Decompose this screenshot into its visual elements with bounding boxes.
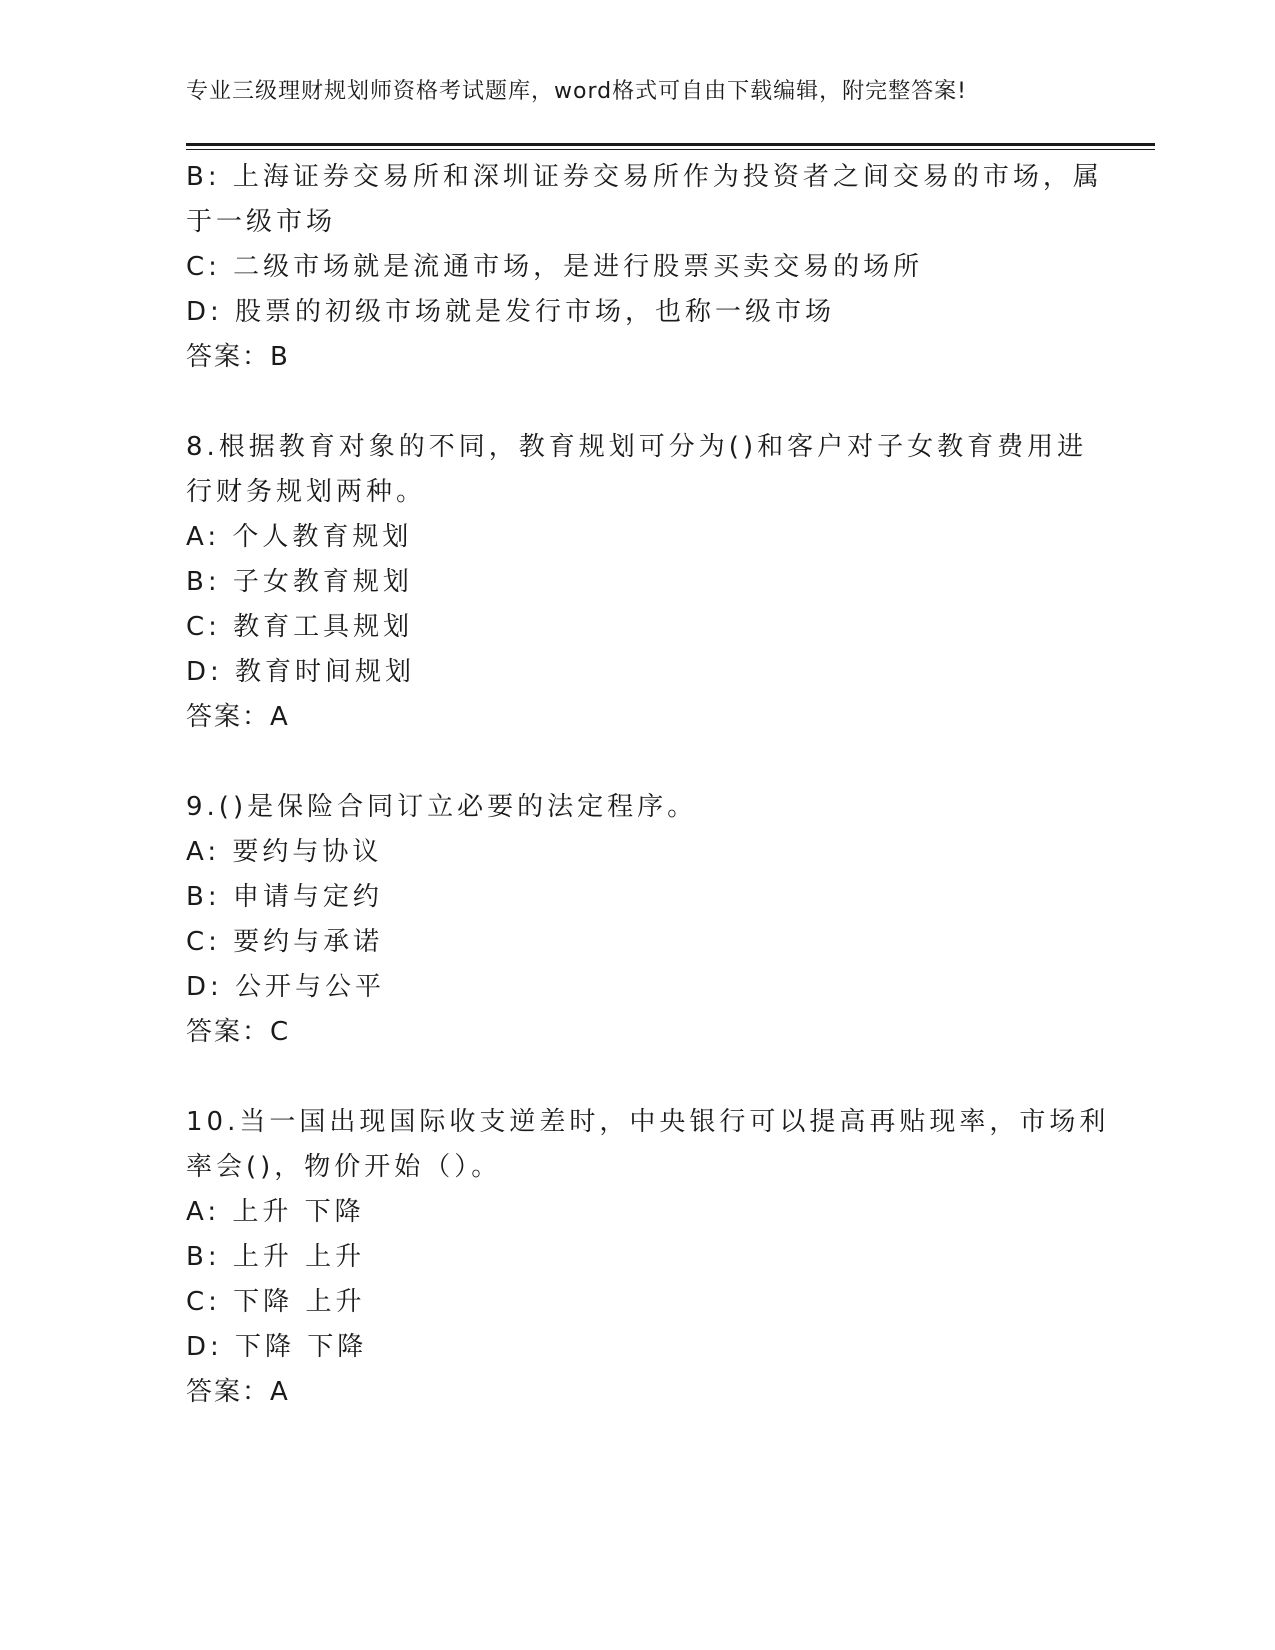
option-c: C: 下降 上升 — [186, 1287, 366, 1317]
page-header: 专业三级理财规划师资格考试题库，word格式可自由下载编辑，附完整答案! — [186, 79, 967, 104]
option-a: A: 上升 下降 — [186, 1197, 365, 1227]
option-c: C: 要约与承诺 — [186, 927, 384, 957]
spacer — [186, 380, 1086, 425]
question-stem-line-2: 率会()，物价开始（）。 — [186, 1152, 502, 1182]
header-rule-thin — [186, 149, 1155, 150]
option-b: B: 申请与定约 — [186, 882, 383, 912]
spacer — [186, 1055, 1086, 1100]
option-b-line-2: 于一级市场 — [186, 207, 337, 237]
question-10 — [186, 1100, 1110, 1415]
question-content — [186, 155, 1110, 1415]
option-a: A: 个人教育规划 — [186, 522, 413, 552]
answer: 答案：A — [186, 1377, 290, 1407]
option-d: D: 股票的初级市场就是发行市场，也称一级市场 — [186, 297, 836, 327]
question-8 — [186, 425, 1086, 740]
option-c: C: 教育工具规划 — [186, 612, 414, 642]
option-d: D: 教育时间规划 — [186, 657, 416, 687]
answer: 答案：C — [186, 1017, 291, 1047]
option-d: D: 公开与公平 — [186, 972, 386, 1002]
option-a: A: 要约与协议 — [186, 837, 383, 867]
question-7-tail — [186, 155, 1103, 380]
question-stem-line-2: 行财务规划两种。 — [186, 477, 427, 507]
header-rule-thick — [186, 143, 1155, 146]
question-stem-line-1: 8.根据教育对象的不同，教育规划可分为()和客户对子女教育费用进 — [186, 432, 1088, 462]
answer: 答案：B — [186, 342, 290, 372]
option-b-line-1: B: 上海证券交易所和深圳证券交易所作为投资者之间交易的市场，属 — [186, 162, 1103, 192]
answer: 答案：A — [186, 702, 290, 732]
option-c: C: 二级市场就是流通市场，是进行股票买卖交易的场所 — [186, 252, 924, 282]
question-stem-line-1: 10.当一国出现国际收支逆差时，中央银行可以提高再贴现率，市场利 — [186, 1107, 1110, 1137]
option-b: B: 上升 上升 — [186, 1242, 366, 1272]
spacer — [186, 740, 1086, 785]
option-b: B: 子女教育规划 — [186, 567, 413, 597]
question-stem: 9.()是保险合同订立必要的法定程序。 — [186, 792, 698, 822]
question-9 — [186, 785, 1086, 1055]
option-d: D: 下降 下降 — [186, 1332, 368, 1362]
